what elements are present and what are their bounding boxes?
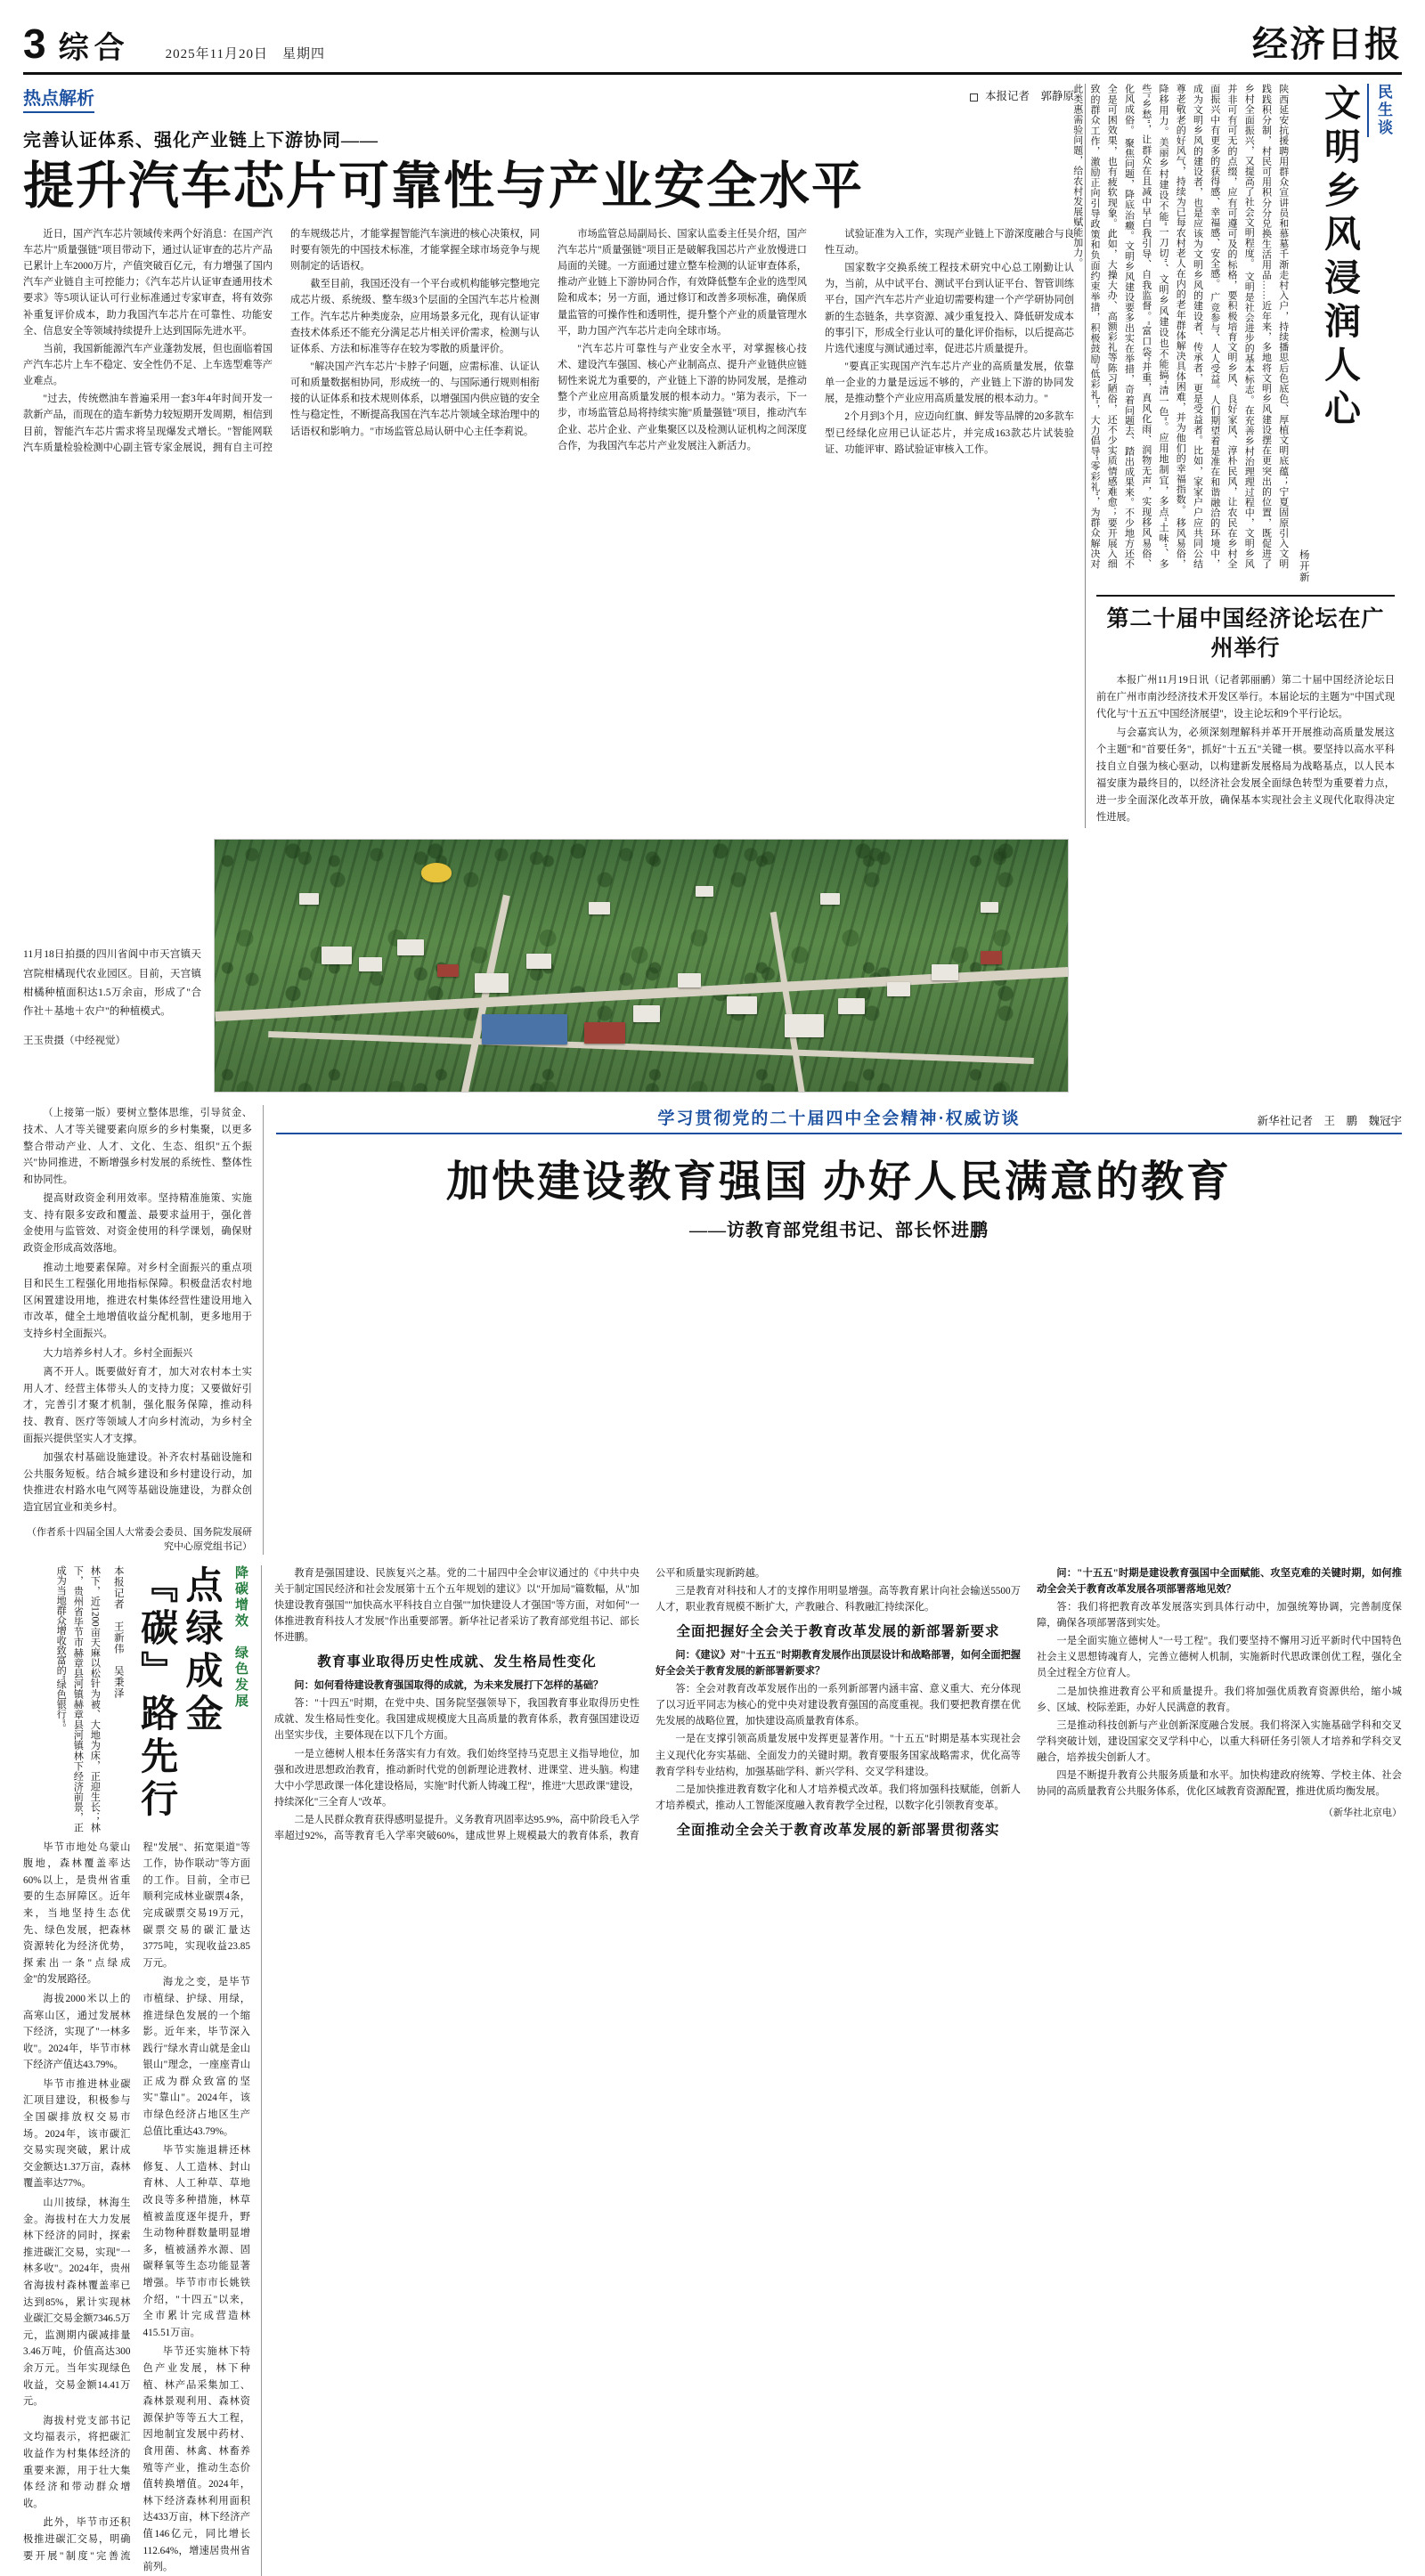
answer: 二是加快推进教育数字化和人才培养模式改革。我们将加强科技赋能，创新人才培养模式，推动人工智能深度融入教育教学全过程，以数字化引领教育变革。 xyxy=(656,1784,1021,1811)
paragraph: 与会嘉宾认为，必须深刻理解科并革开开展推动高质量发展这个主题"和"首要任务"，抓好"十五五"关键一棋。要坚持以高水平科技自立自强为核心驱动，以构建新发展格局为战略基点，以人民本福安康为最终目的，以经济社会发展全面绿色转型为重要着力点，进一步全面深化改革开放，确保基本实现社会主义现代化取得决定性进展。 xyxy=(1096,727,1395,823)
paragraph: 离不开人。既要做好育才，加大对农村本土实用人才、经营主体带头人的支持力度；又要做好引才，完善引才聚才机制，强化服务保障，推动科技、教育、医疗等领域人才向乡村流动，为乡村全面振兴提供坚实人才支撑。 xyxy=(23,1367,252,1444)
paragraph: "要真正实现国产汽车芯片产业的高质量发展，依靠单一企业的力量是远远不够的，产业链上下游的协同发展，是推动整个产业应用高质量发展的根本动力。" xyxy=(825,361,1074,405)
publication-date: 2025年11月20日 星期四 xyxy=(165,47,326,61)
paragraph: 海拔2000米以上的高寒山区，通过发展林下经济，实现了"一林多收"。2024年，毕节市林下经济产值达43.79%。 xyxy=(23,1993,131,2071)
edu-columns xyxy=(274,1565,1402,1845)
divider xyxy=(1096,595,1395,597)
article-signoff: （作者系十四届全国人大常委会委员、国务院发展研究中心原党组书记） xyxy=(27,1526,252,1553)
answer: 三是推动科技创新与产业创新深度融合发展。我们将深入实施基础学科和交叉学科突破计划，建设国家交叉学科中心，以重大科研任务引领人才培养和学科交叉融合，培养拔尖创新人才。 xyxy=(1037,1719,1402,1764)
answer: 一是立德树人根本任务落实有力有效。我们始终坚持马克思主义指导地位，加强和改进思想政治教育，推动新时代党的创新理论进教材、进课堂、进头脑。构建大中小学思政课一体化建设格局，实施"时代新人铸魂工程"，推进"大思政课"建设，持续深化"三全育人"改革。 xyxy=(274,1748,639,1808)
carbon-article xyxy=(23,1565,262,2576)
paragraph: 提高财政资金利用效率。坚持精准施策、实施支、持有限多安政和覆盖、最要求益用于，强化普金使用与监管效、对资金使用的科学课划，确保财政资金形成高效落地。 xyxy=(23,1193,252,1255)
paragraph: 当前，我国新能源汽车产业蓬勃发展，但也面临着国产汽车芯片上车不稳定、安全性仍不足、上车选型难等产业难点。 xyxy=(23,343,273,387)
edu-subhead: ——访教育部党组书记、部长怀进鹏 xyxy=(689,1221,989,1241)
forum-body xyxy=(1096,672,1395,825)
aerial-orchard-photo xyxy=(214,839,1069,1093)
carbon-body xyxy=(23,1840,250,2576)
answer: 二是人民群众教育获得感明显提升。义务教育巩固率达95.9%，高中阶段毛入学率超过92%，高等教育毛入学率突破60%，建成世界上规模最大的教育体系，教育公平和质量实现新跨越。 xyxy=(274,1567,766,1842)
paragraph: 山川披绿，林海生金。海拔村在大力发展林下经济的同时，探索推进碳汇交易，实现"一林多收"。2024年，贵州省海拔村森林覆盖率已达到85%，累计实现林业碳汇交易金额7346.5万元，监测期内碳减排量3.46万吨，价值高达300余万元。当年实现绿色收益，交易金额14.41万元。 xyxy=(23,2198,131,2408)
photo-caption xyxy=(23,839,201,1093)
opinion-headline: 文明乡风浸润人心 xyxy=(1319,84,1360,433)
carbon-lede: 林下，近1200亩天麻以松针为被、大地为床，正迎生长；林下，贵州省毕节市赫章县河镇赫章县河镇林下经济前景，正成为当地群众增收致富的"绿色银行"。 xyxy=(55,1564,101,1832)
lead-shoulder: 完善认证体系、强化产业链上下游协同—— xyxy=(23,131,379,150)
middle-zone xyxy=(23,1105,1402,1554)
paragraph: 本报广州11月19日讯（记者郭丽鹂）第二十届中国经济论坛日前在广州市南沙经济技术开发区举行。本届论坛的主题为"中国式现代化与'十五五'中国经济展望"，设主论坛和9个平行论坛。 xyxy=(1096,675,1395,719)
paragraph: 试验证准为入工作，实现产业链上下游深度融合与良性互动。 xyxy=(825,228,1074,256)
lead-article xyxy=(23,84,1074,828)
lead-byline: 本报记者 郭静原 xyxy=(970,87,1074,103)
carbon-kicker: 降碳增效 绿色发展 xyxy=(233,1564,248,1710)
square-bullet-icon xyxy=(970,93,978,102)
masthead-left xyxy=(23,20,326,67)
paragraph: 毕节市地处乌蒙山腹地，森林覆盖率达60%以上，是贵州省重要的生态屏障区。近年来，当地坚持生态优先、绿色发展，把森林资源转化为经济优势，探索出一条"点绿成金"的发展路径。 xyxy=(23,1841,131,1986)
question: 问：如何看待建设教育强国取得的成就，为未来发展打下怎样的基础？ xyxy=(294,1679,604,1691)
edu-endmark: （新华社北京电） xyxy=(1323,1807,1402,1818)
lead-body xyxy=(23,226,1074,458)
paragraph: 毕节实施退耕还林修复、人工造林、封山育林、人工种草、草地改良等多种措施，林草植被盖度逐年提升，野生动物种群数量明显增多，植被涵养水源、固碳释氧等生态功能显著增强。毕节市市长姚铁介绍，"十四五"以来，全市累计完成营造林415.51万亩。 xyxy=(142,2145,250,2338)
edu-kicker-text: 学习贯彻党的二十届四中全会精神·权威访谈 xyxy=(657,1109,1021,1129)
answer: 答：我们将把教育改革发展落实到具体行动中，加强统筹协调，完善制度保障，确保各项部署落到实处。 xyxy=(1037,1601,1402,1629)
paragraph: 大力培养乡村人才。乡村全面振兴 xyxy=(43,1347,193,1359)
lead-headline: 提升汽车芯片可靠性与产业安全水平 xyxy=(23,158,864,215)
carbon-byline: 本报记者 王新伟 吴秉泽 xyxy=(112,1564,124,1699)
paragraph: 海龙之变，是毕节市植绿、护绿、用绿，推进绿色发展的一个缩影。近年来，毕节深入践行"绿水青山就是金山银山"理念，一座座青山正成为群众致富的坚实"靠山"。2024年，该市绿色经济占地区生产总值比重达43.79%。 xyxy=(142,1977,250,2137)
paragraph: 近日，国产汽车芯片领域传来两个好消息：在国产汽车芯片"质量强链"项目带动下，通过认证审查的芯片产品已累计上车2000万片，产值突破百亿元，有力增强了国内汽车产业链自主可控能力；《汽车芯片认证审查通用技术要求》等5项认证认可行业标准通过专家审查，将有效弥补重复评价成本，助力我国汽车芯片在可靠性、功能安全、信息安全等领域持续提升上达到国际先进水平。 xyxy=(23,228,273,337)
paragraph: 2个月到3个月，应迈向红旗、鲜发等品牌的20多款车型已经绿化应用已认证芯片，并完成163款芯片试装验证、功能评审、路试验证审核入工作。 xyxy=(825,411,1074,455)
photo-credit: 王玉贵摄（中经视觉） xyxy=(23,1036,126,1047)
answer: 三是教育对科技和人才的支撑作用明显增强。高等教育累计向社会输送5500万人才，职业教育规模不断扩大，产教融合、科教融汇持续深化。 xyxy=(656,1585,1021,1613)
edu-section-title: 全面把握好全会关于教育改革发展的新部署新要求 xyxy=(676,1623,1000,1639)
paragraph: 毕节市推进林业碳汇项目建设，积极参与全国碳排放权交易市场。2024年，该市碳汇交易实现突破，累计成交金额达1.37万亩，森林覆盖率达77%。 xyxy=(23,2078,131,2190)
masthead xyxy=(23,16,1402,75)
paragraph: （上接第一版）要树立整体思维，引导贫金、技术、人才等关键要素向原乡的乡村集聚，以更多整合带动产业、人才、文化、生态、组织"五个振兴"协同推进，不断增强乡村发展的系统性、整体性和协同性。 xyxy=(23,1108,252,1185)
answer: 答："十四五"时期，在党中央、国务院坚强领导下，我国教育事业取得历史性成就、发生格局性变化。我国建成规模庞大且高质量的教育体系，教育强国建设迈出坚实步伐，主要体现在以下几个方面。 xyxy=(274,1698,639,1742)
opinion-vertical-block xyxy=(1071,84,1395,582)
paragraph: 海拔村党支部书记文均福表示，将把碳汇收益作为村集体经济的重要来源，用于壮大集体经济和带动群众增收。 xyxy=(23,2415,131,2509)
question: 问：《建议》对"十五五"时期教育发展作出顶层设计和战略部署，如何全面把握好全会关于教育发展的新部署新要求？ xyxy=(656,1649,1021,1677)
opinion-author: 杨开新 xyxy=(1298,549,1309,582)
edu-byline: 新华社记者 王 鹏 魏冠宇 xyxy=(1257,1115,1402,1128)
paragraph: 国家数字交换系统工程技术研究中心总工刚勤让认为，当前，从中试平台、测试平台到认证平台、智管训练平台，国产汽车芯片产业迫切需要构建一个产学研协同创新的生态链条，共享资源、减少重复投入、降低研发成本的事引下，形成全行业认可的量化评价指标，以后提高芯片选代速度与测试通过率，促进芯片质量提升。 xyxy=(825,263,1074,354)
answer: 答：全会对教育改革发展作出的一系列新部署内涵丰富、意义重大、充分体现了以习近平同志为核心的党中央对建设教育强国的高度重视。我们要把教育摆在优先发展的战略位置，加快建设高质量教育体系。 xyxy=(656,1683,1021,1727)
paragraph: "解决国产汽车芯片'卡脖子'问题，应需标准、认证认可和质量数据相协同，形成统一的、与国际通行规则相衔接的认证体系和技术规则体系，以增强国内供应链的安全性与稳定性，不断提高我国在汽车芯片领域全球治理中的话语权和影响力。"市场监管总局认研中心主任李莉说。 xyxy=(290,361,540,437)
forum-headline: 第二十届中国经济论坛在广州举行 xyxy=(1106,607,1385,661)
edu-headline: 加快建设教育强国 办好人民满意的教育 xyxy=(445,1158,1232,1207)
paragraph: 此外，毕节市还积极推进碳汇交易，明确要开展"制度"完善流程"发展"、拓宽渠道"等工作，协作联动"等方面的工作。目前，全市已顺利完成林业碳票4条，完成碳票交易19万元，碳票交易的碳汇量达3775吨，实现收益23.85万元。 xyxy=(23,1841,250,2562)
paragraph: 教育是强国建设、民族复兴之基。党的二十届四中全会审议通过的《中共中央关于制定国民经济和社会发展第十五个五年规划的建议》以"开加局"篇数幅，从"加快建设教育强国""加快高水平科技自立自强""加快建设人才强国"等方面，对如何"一体推进教育科技人才发展"作出重要部署。新华社记者采访了教育部党组书记、部长怀进鹏。 xyxy=(274,1567,639,1644)
question: 问："十五五"时期是建设教育强国中全面赋能、攻坚克难的关键时期，如何推动全会关于教育改革发展各项部署落地见效？ xyxy=(1037,1567,1402,1595)
paper-title: 经济日报 xyxy=(1252,24,1402,64)
edu-article-body xyxy=(274,1565,1402,2576)
paragraph: 市场监管总局副局长、国家认监委主任吴介绍，国产汽车芯片"质量强链"项目正是破解我国芯片产业放慢进口局面的关键。一方面通过建立整车检测的认证审查体系，推动产业链上下游协同合作，有效降低整车企业的选型风险和成本；另一方面，通过修订和改善多项标准，确保质量监管的可操作性和透明性，提升整个产业的质量管理水平，助力国产汽车芯片走向全球市场。 xyxy=(558,228,807,337)
answer: 一是全面实施立德树人"一号工程"。我们要坚持不懈用习近平新时代中国特色社会主义思想铸魂育人，完善立德树人机制，实施新时代思政课创优工程，强化全员全过程全方位育人。 xyxy=(1037,1636,1402,1679)
page-number: 3 xyxy=(23,20,46,67)
answer: 一是在支撑引领高质量发展中发挥更显著作用。"十五五"时期是基本实现社会主义现代化夯实基础、全面发力的关键时期。教育要服务国家战略需求，优化高等教育学科专业结构，加强基础学科、新兴学科、交叉学科建设。 xyxy=(656,1734,1021,1777)
section-name: 综合 xyxy=(58,32,130,65)
opinion-body: 陕西延安抗援聘用群众宣讲员和慕墓千渐走村入户，持续播思后色底色、厚植文明底蕴；宁夏固原引入文明践践积分制，村民可用积分分兑换生活用品……近年来，多地将文明乡风建设摆在更突出的位置，既促进了乡村全面振兴，又提高了社会文明程度。 文明是社会进步的基本标志。在充善乡村治理理过程中，文明乡风并非可有可无的点缀，应有可遵可及的标格，要积极培育文明乡风、良好家风、淳朴民风，让农民在乡村全面振兴中有更多的获得感、幸福感、安全感。 广竞参与、人人受益。人们期望着是准在和谐融洽的环境中，成为文明乡风的建设者，也是应该为文明乡风的建设者、传承者，更是受益者。比如，家家户户应共同公结尊老敬老的好风气，持续为已每农村老人在内的老年群体解决具体困难，并为他们的幸福指数。 移风易俗，降移用力。美丽乡村建设不能"一刀切"、文明乡风建设也不能搞"清一色"。应用地制宜，多点"土味"、多些"乡愁"，让群众在且减中早白我引导、自我监督。"富口袋"并重，真风化雨、润物无声，实现移风易俗、化风成俗。 聚焦问题，降底治癥。文明乡风建设要多出实在举措，奇着问题去、踏出成果来。不少地方还不全是可困效果，也有疲软现象。此如，大操大办、高额彩礼等陈习陋俗，还不少实质情感难愈；要开展入细致的群众工作，激励正向引导政策和负面约束举措，积极鼓励"低彩礼"，大力倡导"零彩礼"，为群众解决对此类惠需验问题，给农村发展赋能加力。 xyxy=(1071,84,1289,569)
hot-analysis-label: 热点解析 xyxy=(23,84,94,113)
photo-zone xyxy=(23,839,1402,1093)
carbon-headline: 点绿成金 『碳』路先行 xyxy=(135,1564,222,1822)
paragraph: "过去，传统燃油车普遍采用一套3年4年时间开发一款新产品，而现在的造车新势力较短期开发周期，相信到目前，智能汽车芯片需求将呈现爆发式增长。"智能网联汽车质量检验检测中心副主管专家金展说，拥有自主可控的车规级芯片，才能掌握智能汽车演进的核心决策权，同时要有领先的中国技术标准，才能掌握全球市场竞争与规则制定的话语权。 xyxy=(23,228,540,453)
education-article xyxy=(276,1105,1402,1554)
paragraph: 截至目前，我国还没有一个平台或机构能够完整地完成芯片级、系统级、整车级3个层面的全国汽车芯片检测工作。汽车芯片种类庞杂，应用场景多元化，现有认证审查技术体系还不能充分满足芯片相关评价需求，检测与认证体系、方法和标准等存在较为零散的质量评价。 xyxy=(290,279,540,354)
opinion-badge: 民生谈 xyxy=(1367,84,1395,137)
edu-section-title: 教育事业取得历史性成就、发生格局性变化 xyxy=(317,1654,597,1670)
top-zone xyxy=(23,84,1402,828)
opinion-column xyxy=(1071,84,1395,828)
edu-section-title: 全面推动全会关于教育改革发展的新部署贯彻落实 xyxy=(676,1823,1000,1839)
answer: 二是加快推进教育公平和质量提升。我们将加强优质教育资源供给，缩小城乡、区域、校际差距，办好人民满意的教育。 xyxy=(1037,1686,1402,1713)
paragraph: 毕节还实施林下特色产业发展，林下种植、林产品采集加工、森林景观利用、森林资源保护等等五大工程，因地制宜发展中药材、食用菌、林禽、林畜养殖等产业，推动生态价值转换增值。2024年，林下经济森林利用面积达433万亩，林下经济产值146亿元，同比增长112.64%，增速居贵州省前列。 xyxy=(142,2346,250,2573)
bottom-zone xyxy=(23,1565,1402,2576)
edu-kicker xyxy=(276,1105,1402,1134)
continued-article xyxy=(23,1105,264,1554)
carbon-header xyxy=(23,1565,250,1832)
answer: 四是不断提升教育公共服务质量和水平。加快构建政府统筹、学校主体、社会协同的高质量教育公共服务体系，优化区域教育资源配置，推进优质均衡发展。 xyxy=(1037,1770,1402,1798)
paragraph: 推动土地要素保障。对乡村全面振兴的重点项目和民生工程强化用地指标保障。积极盘活农村地区闲置建设用地，推进农村集体经营性建设用地入市改革，健全土地增值收益分配机制，更多地用于支持乡村全面振兴。 xyxy=(23,1262,252,1340)
paragraph: "汽车芯片可靠性与产业安全水平，对掌握核心技术、建设汽车强国、核心产业制高点、提升产业链供应链韧性来说尤为重要的，产业链上下游的协同发展，是推动整个产业应用高质量发展的根本动力。"第为表示，下一步，市场监管总局将持续实施"质量强链"项目，推动汽车企业、芯片企业、产业集聚区以及检测认证机构之间深度合作，为我国汽车芯片产业发展注入新活力。 xyxy=(558,343,807,451)
paragraph: 加强农村基础设施建设。补齐农村基础设施和公共服务短板。结合城乡建设和乡村建设行动，加快推进农村路水电气网等基础设施建设，为群众创造宜居宜业和美乡村。 xyxy=(23,1452,252,1513)
photo-caption-text: 11月18日拍摄的四川省阆中市天宫镇天宫院柑橘现代农业园区。目前，天宫镇柑橘种植面积达1.5万余亩，形成了"合作社＋基地＋农户"的种植模式。 xyxy=(23,949,201,1018)
